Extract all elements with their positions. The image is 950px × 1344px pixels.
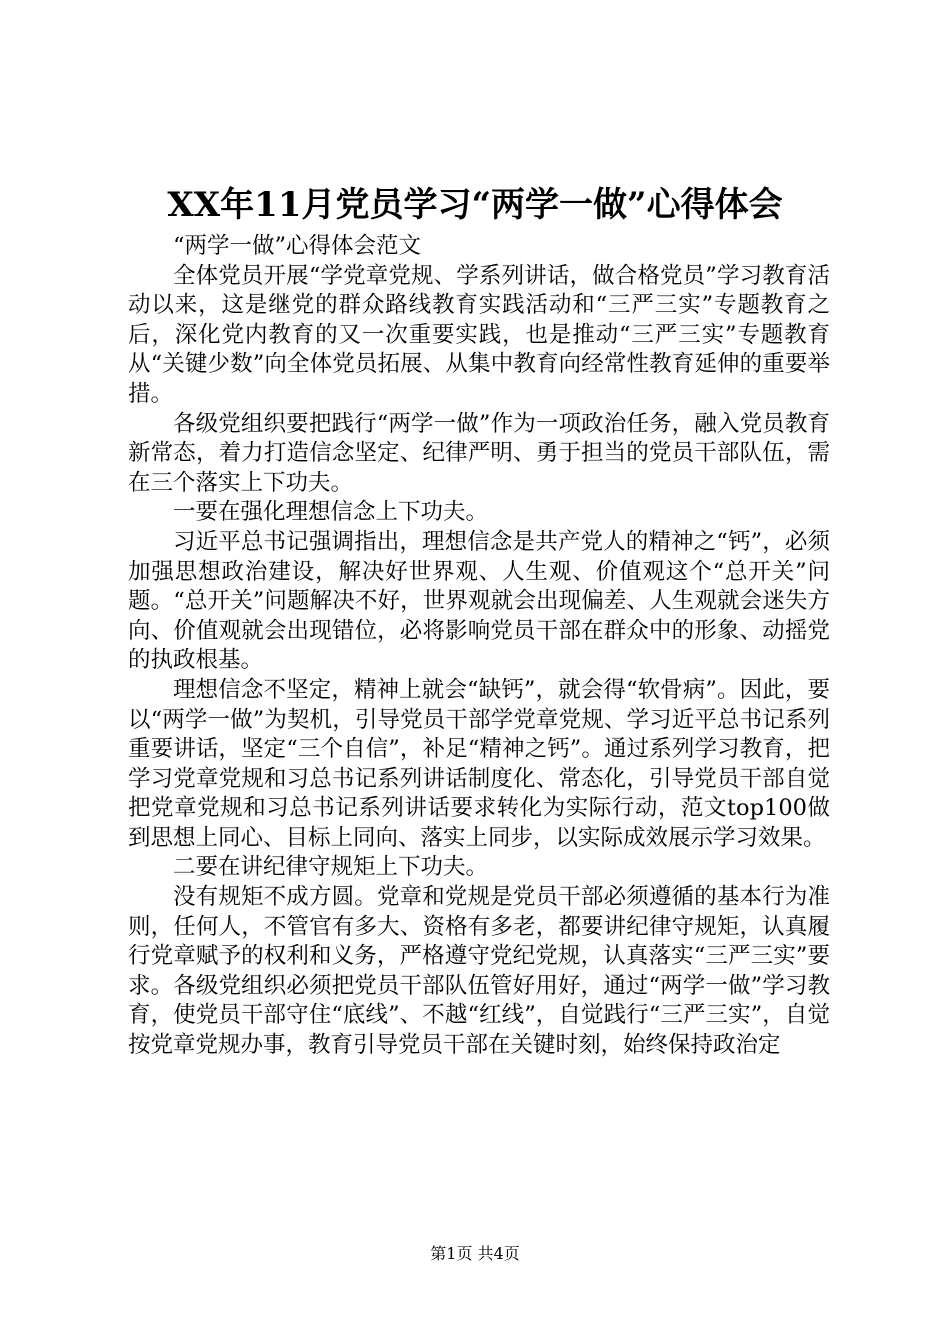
document-body <box>128 232 830 1061</box>
paragraph: 全体党员开展“学党章党规、学系列讲话，做合格党员”学习教育活动以来，这是继党的群众路线教育实践活动和“三严三实”专题教育之后，深化党内教育的又一次重要实践，也是推动“三严三实”专题教育从“关键少数”向全体党员拓展、从集中教育向经常性教育延伸的重要举措。 <box>128 262 830 407</box>
document-title: XX年11月党员学习“两学一做”心得体会 <box>167 185 783 225</box>
paragraph: 理想信念不坚定，精神上就会“缺钙”，就会得“软骨病”。因此，要以“两学一做”为契机，引导党员干部学党章党规、学习近平总书记系列重要讲话，坚定“三个自信”，补足“精神之钙”。通过系列学习教育，把学习党章党规和习总书记系列讲话制度化、常态化，引导党员干部自觉把党章党规和习总书记系列讲话要求转化为实际行动，范文top100做到思想上同心、目标上同向、落实上同步，以实际成效展示学习效果。 <box>128 676 830 851</box>
section-heading: 二要在讲纪律守规矩上下功夫。 <box>173 854 489 881</box>
page-number: 第1页 共4页 <box>430 1244 520 1263</box>
section-heading: 一要在强化理想信念上下功夫。 <box>173 499 489 526</box>
paragraph: 习近平总书记强调指出，理想信念是共产党人的精神之“钙”，必须加强思想政治建设，解决好世界观、人生观、价值观这个“总开关”问题。“总开关”问题解决不好，世界观就会出现偏差、人生观就会迷失方向、价值观就会出现错位，必将影响党员干部在群众中的形象、动摇党的执政根基。 <box>128 528 830 674</box>
paragraph: 没有规矩不成方圆。党章和党规是党员干部必须遵循的基本行为准则，任何人，不管官有多大、资格有多老，都要讲纪律守规矩，认真履行党章赋予的权利和义务，严格遵守党纪党规，认真落实“三严三实”要求。各级党组织必须把党员干部队伍管好用好，通过“两学一做”学习教育，使党员干部守住“底线”、不越“红线”，自觉践行“三严三实”，自觉按党章党规办事，教育引导党员干部在关键时刻，始终保持政治定 <box>128 884 830 1059</box>
paragraph: 各级党组织要把践行“两学一做”作为一项政治任务，融入党员教育新常态，着力打造信念坚定、纪律严明、勇于担当的党员干部队伍，需在三个落实上下功夫。 <box>128 410 830 496</box>
document-subtitle: “两学一做”心得体会范文 <box>173 233 422 259</box>
